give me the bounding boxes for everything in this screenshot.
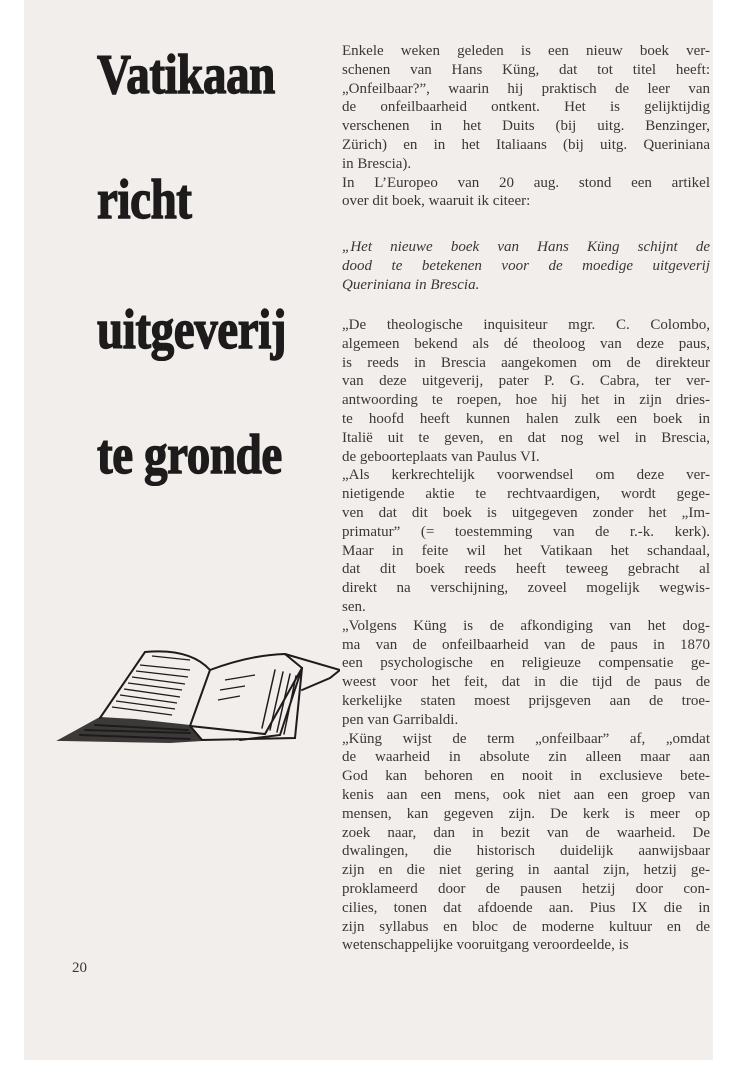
headline-line-1: Vatikaan — [97, 44, 275, 106]
page-number: 20 — [72, 960, 87, 976]
text-line: kerkelijke staten moest prijsgeven aan de troe- — [342, 692, 710, 709]
paragraph-imprimatur — [342, 466, 710, 616]
text-line: Zürich) en in het Italiaans (bij uitg. Queriniana — [342, 136, 710, 153]
text-line: cilies, tonen dat afdoende aan. Pius IX die in — [342, 899, 710, 916]
text-line: pen van Garribaldi. — [342, 711, 459, 728]
headline-line-3: uitgeverij — [97, 299, 287, 361]
open-book-icon — [40, 640, 340, 750]
text-line: een psychologische en religieuze compensatie ge- — [342, 655, 710, 672]
text-line: In L’Europeo van 20 aug. stond een artikel — [342, 174, 710, 191]
text-line: wetenschappelijke vooruitgang veroordeelde, is — [342, 937, 629, 954]
text-line: de onfeilbaarheid ontkent. Het is gelijktijdig — [342, 99, 710, 116]
text-line: God kan behoren en nooit in exclusieve bete- — [342, 768, 710, 785]
text-line: antwoording te roepen, hoe hij het in zijn dries- — [342, 392, 710, 409]
text-line: „Als kerkrechtelijk voorwendsel om deze ver- — [342, 467, 710, 484]
paragraph-colombo — [342, 316, 710, 466]
text-line: Queriniana in Brescia. — [342, 276, 480, 293]
paragraph-quote — [342, 238, 710, 294]
text-line: dwalingen, die historisch duidelijk aanwijsbaar — [342, 843, 710, 860]
text-line: direkt na verschijning, zoveel mogelijk wegwis- — [342, 580, 710, 597]
headline-line-2: richt — [97, 169, 192, 231]
text-line: mensen, kan gegeven zijn. De kerk is meer op — [342, 805, 710, 822]
paragraph-intro — [342, 42, 710, 174]
text-line: „Onfeilbaar?”, waarin hij praktisch de leer van — [342, 80, 710, 97]
text-line: „Het nieuwe boek van Hans Küng schijnt de — [342, 239, 710, 255]
text-line: proklameerd door de pausen hetzij door con- — [342, 880, 710, 897]
text-line: zoek naar, dan in bezit van de waarheid. De — [342, 824, 710, 841]
text-line: over dit boek, waaruit ik citeer: — [342, 193, 531, 210]
text-line: „De theologische inquisiteur mgr. C. Colombo, — [342, 317, 710, 333]
intro-text — [342, 42, 710, 211]
text-line: primatur” (= toestemming van de r.-k. kerk). — [342, 523, 710, 540]
text-line: zijn en die niet gering in aantal zijn, hetzij ge- — [342, 862, 710, 879]
text-line: te hoofd heeft kunnen halen zulk een boek in — [342, 410, 710, 427]
paragraph-europeo — [342, 174, 710, 212]
text-line: Italië uit te geven, en dat nog wel in Brescia, — [342, 429, 710, 446]
text-line: dat dit boek reeds heeft teweeg gebracht al — [342, 561, 710, 578]
paragraph-onfeilbaar — [342, 730, 710, 956]
text-line: Maar in feite wil het Vatikaan het schandaal, — [342, 542, 710, 559]
text-line: ma van de onfeilbaarheid van de paus in 1870 — [342, 636, 710, 653]
text-line: de waarheid in absolute zin alleen maar aan — [342, 749, 710, 766]
text-line: van deze uitgeverij, pater P. G. Cabra, ter ver- — [342, 373, 710, 390]
text-line: sen. — [342, 598, 366, 615]
text-line: is reeds in Brescia aangekomen om de direkteur — [342, 354, 710, 371]
document-page — [24, 0, 713, 1060]
quote-text — [342, 238, 710, 294]
text-line: schenen van Hans Küng, dat tot titel heeft: — [342, 61, 710, 78]
text-line: nietigende aktie te rechtvaardigen, wordt gege- — [342, 486, 710, 503]
text-line: „Küng wijst de term „onfeilbaar” af, „omdat — [342, 730, 710, 747]
text-line: weest voor het feit, dat in die tijd de paus de — [342, 674, 710, 691]
paragraph-dogma — [342, 617, 710, 730]
text-line: „Volgens Küng is de afkondiging van het dog- — [342, 617, 710, 634]
text-line: ven dat dit boek is uitgegeven zonder het „Im- — [342, 504, 710, 521]
text-line: in Brescia). — [342, 155, 412, 172]
text-line: Enkele weken geleden is een nieuw boek ver- — [342, 43, 710, 59]
text-line: kenis aan een mens, ook niet aan een groep van — [342, 786, 710, 803]
text-line: dood te betekenen voor de moedige uitgeverij — [342, 257, 710, 274]
text-line: zijn syllabus en bloc de moderne kultuur en de — [342, 918, 710, 935]
headline-line-4: te gronde — [97, 424, 282, 486]
text-line: de geboorteplaats van Paulus VI. — [342, 448, 540, 465]
text-line: algemeen bekend als dé theoloog van deze paus, — [342, 335, 710, 352]
body-text — [342, 316, 710, 955]
text-line: verschenen in het Duits (bij uitg. Benzinger, — [342, 118, 710, 135]
